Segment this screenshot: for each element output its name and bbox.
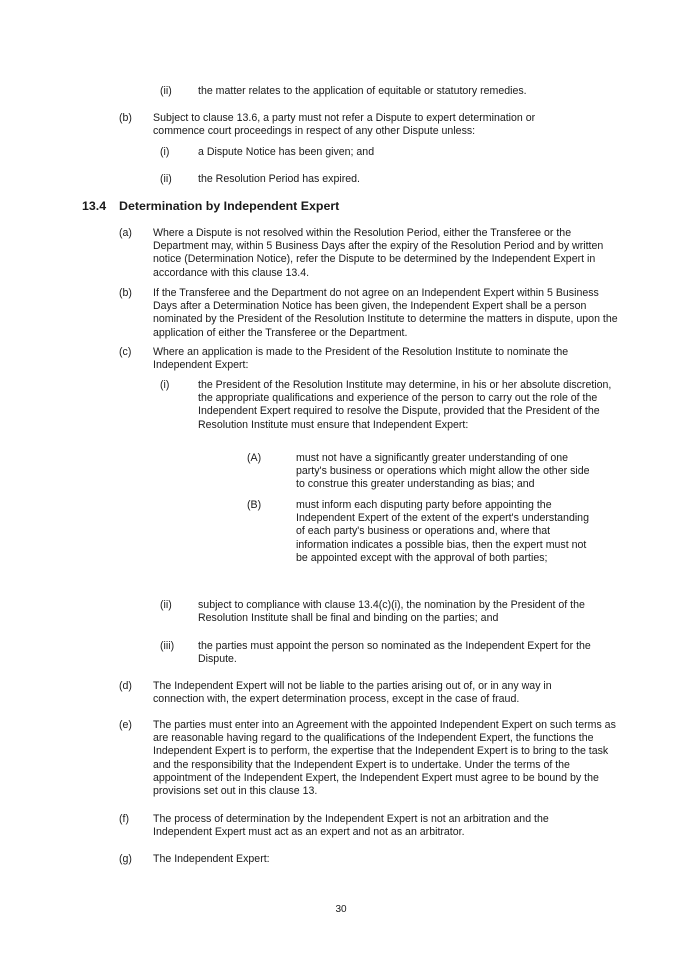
clause-label: (g) — [119, 853, 132, 865]
clause-text: the parties must appoint the person so nominated as the Independent Expert for the Dispute. — [198, 640, 591, 666]
clause-label: (f) — [119, 813, 129, 825]
clause-label: (ii) — [160, 173, 172, 185]
clause-label: (ii) — [160, 85, 172, 97]
clause-text: Where a Dispute is not resolved within the Resolution Period, either the Transferee or the Department may, within 5 Business Days after the expiry of the Resolution Period and by written notice (Determination Notice), refer the Dispute to be determined by the Independent Expert in accordance with this clause 13.4. — [153, 227, 604, 279]
clause-text: The parties must enter into an Agreement with the appointed Independent Expert on such terms as are reasonable having regard to the qualifications of the Independent Expert, the functions the Independent Expert is to perform, the expertise that the Independent Expert is to bring to the task and the responsibility that the Independent Expert is to undertake. Under the terms of the appointment of the Independent Expert, the Independent Expert must agree to be bound by the provisions set out in this clause 13. — [153, 719, 616, 798]
clause-label: (B) — [247, 499, 262, 511]
clause-text: the Resolution Period has expired. — [198, 173, 360, 185]
clause-text: subject to compliance with clause 13.4(c)(i), the nomination by the President of the Resolution Institute shall be final and binding on the parties; and — [198, 599, 585, 625]
clause-label: (iii) — [160, 640, 175, 652]
clause-label: (A) — [247, 452, 262, 464]
clause-text: must not have a significantly greater understanding of one party's business or operations which might allow the other side to construe this greater understanding as bias; and — [296, 452, 590, 491]
section-title: Determination by Independent Expert — [119, 199, 340, 213]
clause-text: must inform each disputing party before appointing the Independent Expert of the extent of the expert's understanding of each party's business or operations and, where that information indicates a possible bias, then the expert must not be appointed except with the approval of both parties; — [296, 499, 589, 564]
section-number: 13.4 — [82, 199, 107, 213]
clause-text: The Independent Expert: — [153, 853, 270, 865]
clause-label: (d) — [119, 680, 132, 692]
clause-text: If the Transferee and the Department do not agree on an Independent Expert within 5 Business Days after a Determination Notice has been given, the Independent Expert shall be a person nominated by the President of the Resolution Institute to determine the matters in dispute, upon the application of either the Transferee or the Department. — [153, 287, 618, 339]
clause-label: (e) — [119, 719, 132, 731]
clause-label: (b) — [119, 112, 132, 124]
clause-text: Where an application is made to the President of the Resolution Institute to nominate the Independent Expert: — [153, 346, 569, 372]
clause-label: (i) — [160, 379, 170, 391]
clause-label: (i) — [160, 146, 170, 158]
clause-text: Subject to clause 13.6, a party must not refer a Dispute to expert determination or commence court proceedings in respect of any other Dispute unless: — [153, 112, 536, 138]
page-number: 30 — [335, 904, 347, 915]
clause-label: (c) — [119, 346, 132, 358]
clause-label: (b) — [119, 287, 132, 299]
clause-text: a Dispute Notice has been given; and — [198, 146, 375, 158]
clause-text: the matter relates to the application of equitable or statutory remedies. — [198, 85, 527, 97]
clause-text: The Independent Expert will not be liable to the parties arising out of, or in any way in connection with, the expert determination process, except in the case of fraud. — [153, 680, 552, 706]
clause-text: The process of determination by the Independent Expert is not an arbitration and the Independent Expert must act as an expert and not as an arbitrator. — [153, 813, 549, 839]
clause-label: (a) — [119, 227, 132, 239]
clause-text: the President of the Resolution Institute may determine, in his or her absolute discretion, the appropriate qualifications and experience of the person to carry out the role of the Independent Expert required to resolve the Dispute, provided that the President of the Resolution Institute must ensure that Independent Expert: — [198, 379, 612, 431]
clause-label: (ii) — [160, 599, 172, 611]
